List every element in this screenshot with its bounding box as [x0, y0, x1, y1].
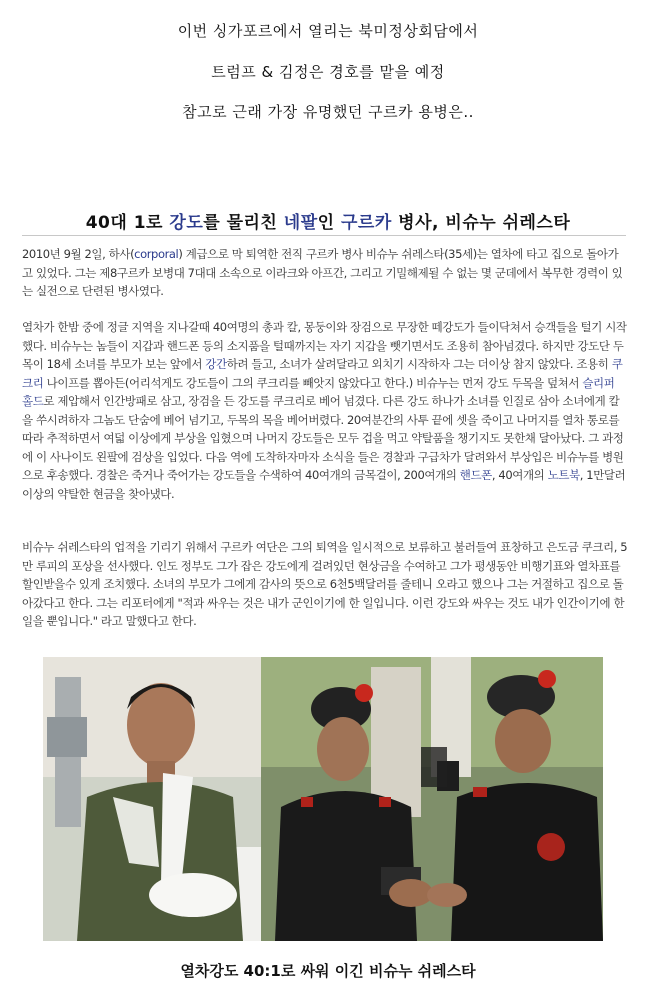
headline-highlight-gurkha: 구르카: [340, 213, 392, 233]
headline-text: 를 물리친: [203, 213, 284, 233]
paragraph-2: [22, 318, 628, 503]
article-headline: [0, 208, 656, 233]
headline-text: 병사, 비슈누 쉬레스타: [391, 213, 571, 233]
paragraph-1: [22, 245, 628, 301]
link-sleeper-hold[interactable]: 슬리퍼 홀드: [22, 375, 615, 408]
paragraph-text: , 1만달러 이상의 약탈한 현금을 찾아냈다.: [22, 468, 626, 501]
paragraph-text: , 40여개의: [491, 468, 548, 482]
link-cellphone[interactable]: 핸드폰: [459, 468, 492, 482]
photo-strip: [43, 657, 603, 941]
link-notebook[interactable]: 노트북: [547, 468, 580, 482]
paragraph-text: ) 계급으로 막 퇴역한 전직 구르카 병사 비슈누 쉬레스타(35세)는 열차에 타고 집으로 돌아가고 있었다. 그는 제8구르카 보병대 7대대 소속으로 이라크와 아프간, 그리고 기밀해제될 수 없는 몇 군데에서 복무한 경력이 있는 실전으로 단련된 병사였다.: [22, 247, 623, 298]
intro-line-2: 트럼프 & 김정은 경호를 맡을 예정: [211, 63, 445, 81]
headline-text: 인: [317, 213, 341, 233]
intro-line-1: 이번 싱가포르에서 열리는 북미정상회담에서: [177, 22, 479, 40]
headline-highlight-nepal: 네팔: [283, 213, 318, 233]
link-kukri[interactable]: 쿠크리: [22, 357, 623, 390]
paragraph-text: 하려 들고, 소녀가 살려달라고 외치기 시작하자 그는 더이상 참지 않았다. 조용히: [226, 357, 612, 371]
photo-caption: 열차강도 40:1로 싸워 이긴 비슈누 쉬레스타: [180, 962, 476, 980]
paragraph-text: 2010년 9월 2일, 하사(: [22, 247, 135, 261]
link-corporal[interactable]: corporal: [134, 247, 179, 261]
paragraph-3: 비슈누 쉬레스타의 업적을 기리기 위해서 구르카 여단은 그의 퇴역을 일시적으로 보류하고 불러들여 표창하고 은도금 쿠크리, 5만 루피의 포상을 선사했다. 인도 정부도 그가 잡은 강도에게 걸려있던 현상금을 수여하고 그가 평생동안 비행기표와 열차표를 할인받을수 있게 조치했다. 소녀의 부모가 그에게 감사의 뜻으로 6천5백달러를 줄테니 오라고 했으나 그는 거절하고 집으로 돌아갔다고 한다. 그는 리포터에게 "적과 싸우는 것은 내가 군인이기에 한 일입니다. 이런 강도와 싸우는 것도 내가 인간이기에 한 일을 뿐입니다." 라고 말했다고 한다.: [22, 540, 628, 628]
paragraph-text: 로 제압해서 인간방패로 삼고, 장검을 든 강도를 쿠크리로 베어 넘겼다. 다른 강도 하나가 소녀를 인질로 삼아 소녀에게 칼을 쑤시려하자 그놈도 단숨에 베어 넘기고, 두목의 목을 베어버렸다. 20여분간의 사투 끝에 셋을 죽이고 나머지를 열차 통로를 따라 추적하면서 여덟 이상에게 부상을 입혔으며 나머지 강도들은 모두 겁을 먹고 약탈품을 챙기지도 못한채 달아났다. 그 과정에 이 사나이도 왼팔에 검상을 입었다. 다음 역에 도착하자마자 소식을 들은 경찰과 구급차가 달려와서 부상입은 비슈누를 병원으로 후송했다. 경찰은 죽거나 죽어가는 강도들을 수색하여 40여개의 금목걸이, 200여개의: [22, 394, 624, 482]
headline-divider: [22, 235, 626, 236]
headline-highlight-robbers: 강도: [169, 213, 204, 233]
hospital-photo: [43, 657, 261, 941]
ceremony-photo: [261, 657, 603, 941]
intro-line-3: 참고로 근래 가장 유명했던 구르카 용병은..: [182, 103, 474, 121]
paragraph-text: 나이프를 뽑아든(어리석게도 강도들이 그의 쿠크리를 빼앗지 않았다고 한다.) 비슈누는 먼저 강도 두목을 덮쳐서: [43, 375, 583, 390]
paragraph-text: 열차가 한밤 중에 정글 지역을 지나갈때 40여명의 총과 칼, 몽둥이와 장검으로 무장한 떼강도가 들이닥쳐서 승객들을 털기 시작했다. 비슈누는 놈들이 지갑과 핸드폰 등의 소지품을 털때까지는 자기 지갑을 뺏기면서도 조용히 참아넘겼다. 하지만 강도단 두목이 18세 소녀를 부모가 보는 앞에서: [22, 320, 627, 371]
link-rape[interactable]: 강간: [205, 357, 227, 371]
headline-text: 40대 1로: [85, 213, 170, 233]
